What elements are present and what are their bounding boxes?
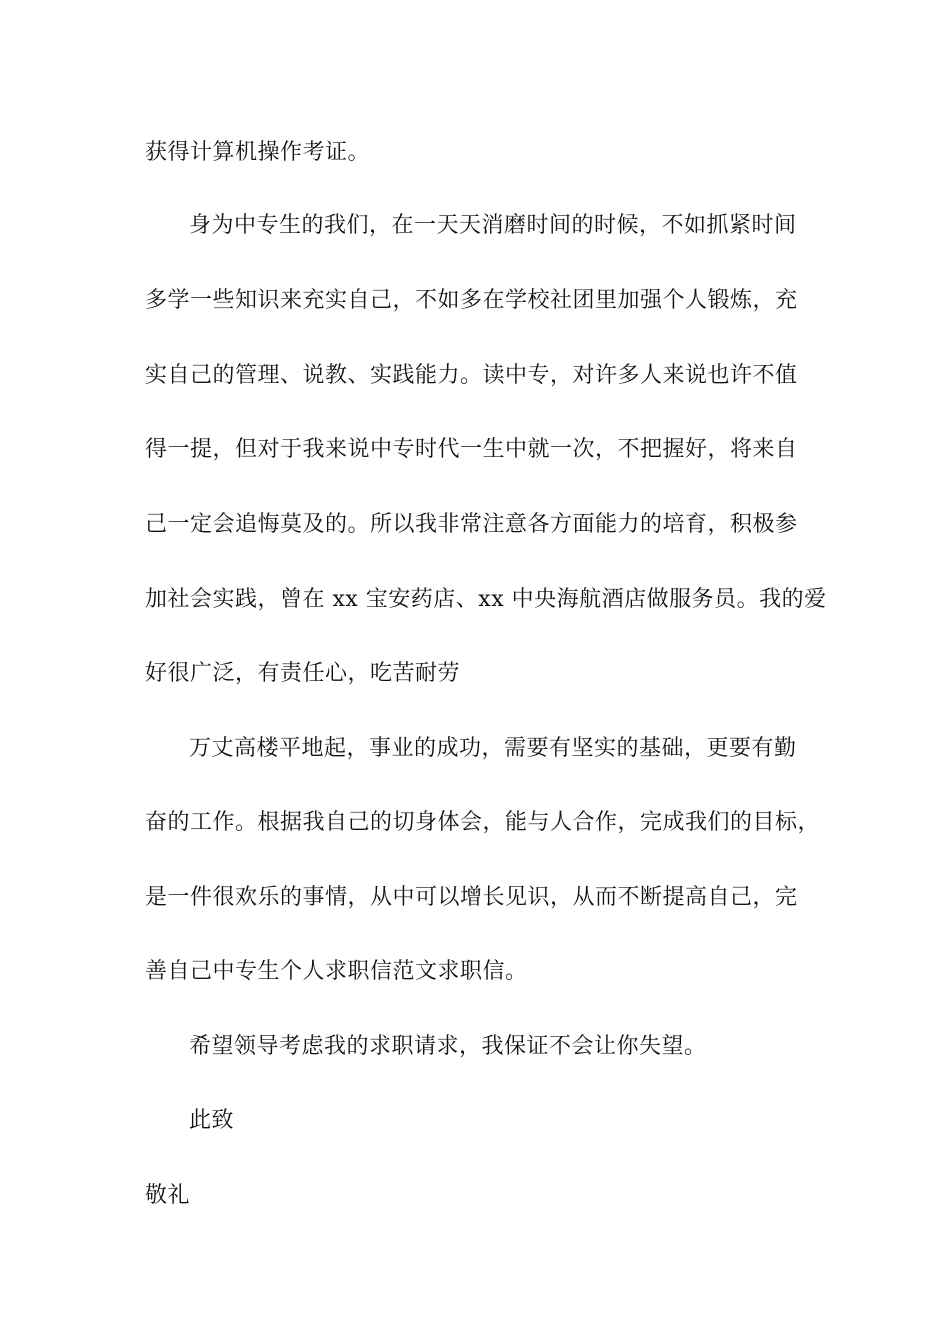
text-line-13: 希望领导考虑我的求职请求，我保证不会让你失望。 (189, 1034, 707, 1059)
text-line-9: 万丈高楼平地起，事业的成功，需要有坚实的基础，更要有勤 (189, 736, 797, 761)
closing-salutation: 此致 (189, 1108, 235, 1133)
text-line-11: 是一件很欢乐的事情，从中可以增长见识，从而不断提高自己，完 (145, 885, 798, 910)
text-line-8: 好很广泛，有责任心，吃苦耐劳 (145, 661, 461, 686)
text-line-4: 实自己的管理、说教、实践能力。读中专，对许多人来说也许不值 (145, 363, 798, 388)
text-line-7: 加社会实践，曾在 xx 宝安药店、xx 中央海航酒店做服务员。我的爱 (145, 587, 827, 612)
text-line-2: 身为中专生的我们，在一天天消磨时间的时候，不如抓紧时间 (189, 213, 797, 238)
text-line-6: 己一定会追悔莫及的。所以我非常注意各方面能力的培育，积极参 (145, 512, 798, 537)
text-line-1: 获得计算机操作考证。 (145, 140, 371, 165)
text-line-12: 善自己中专生个人求职信范文求职信。 (145, 959, 528, 984)
closing-regards: 敬礼 (145, 1183, 191, 1208)
text-line-10: 奋的工作。根据我自己的切身体会，能与人合作，完成我们的目标， (145, 810, 821, 835)
text-line-3: 多学一些知识来充实自己，不如多在学校社团里加强个人锻炼，充 (145, 288, 798, 313)
text-line-5: 得一提，但对于我来说中专时代一生中就一次，不把握好，将来自 (145, 437, 798, 462)
